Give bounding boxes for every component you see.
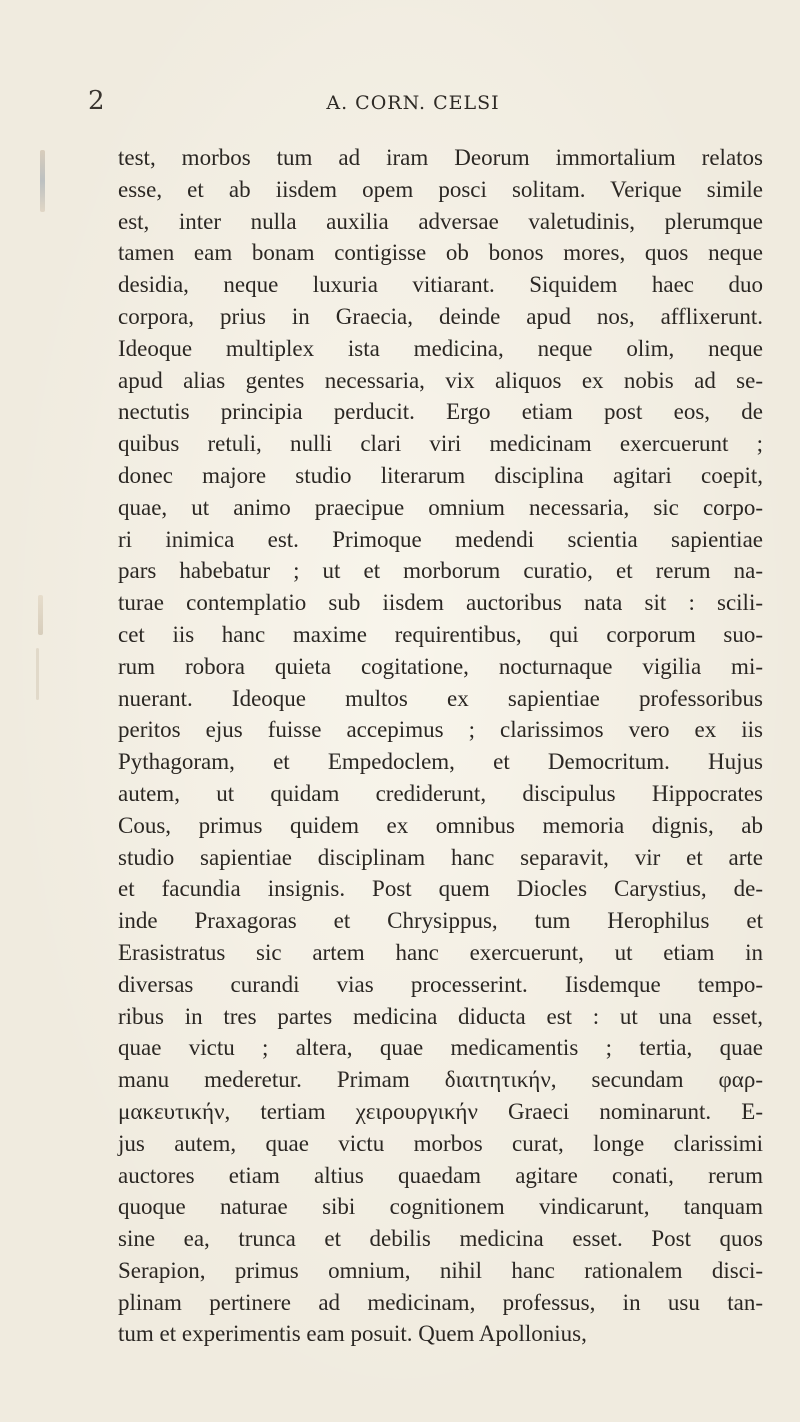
text-line: cet iis hanc maxime requirentibus, qui corporum suo-: [118, 621, 763, 647]
text-line: test, morbos tum ad iram Deorum immortalium relatos: [118, 145, 763, 170]
text-line: autem, ut quidam crediderunt, discipulus Hippocrates: [118, 780, 763, 806]
text-line: nuerant. Ideoque multos ex sapientiae professoribus: [118, 685, 763, 711]
text-line: est, inter nulla auxilia adversae valetudinis, plerumque: [118, 208, 763, 234]
text-line: quae, ut animo praecipue omnium necessaria, sic corpo-: [118, 494, 763, 520]
text-line: corpora, prius in Graecia, deinde apud nos, afflixerunt.: [118, 303, 763, 329]
margin-stain: [36, 648, 39, 700]
text-line: quibus retuli, nulli clari viri medicinam exercuerunt ;: [118, 431, 763, 457]
text-line: apud alias gentes necessaria, vix aliquos ex nobis ad se-: [118, 367, 763, 393]
text-line: diversas curandi vias processerint. Iisdemque tempo-: [118, 971, 763, 997]
text-line: quae victu ; altera, quae medicamentis ; tertia, quae: [118, 1035, 763, 1061]
text-line: tum et experimentis eam posuit. Quem Apollonius,: [118, 1321, 587, 1347]
text-line: plinam pertinere ad medicinam, professus, in usu tan-: [118, 1289, 763, 1315]
text-line: manu mederetur. Primam διαιτητικήν, secundam φαρ-: [118, 1067, 763, 1093]
text-line: rum robora quieta cogitatione, nocturnaque vigilia mi-: [118, 653, 763, 679]
text-line: quoque naturae sibi cognitionem vindicarunt, tanquam: [118, 1194, 763, 1220]
text-line: ri inimica est. Primoque medendi scientia sapientiae: [118, 526, 763, 552]
page-header: [88, 86, 738, 126]
text-line: pars habebatur ; ut et morborum curatio, et rerum na-: [118, 558, 763, 584]
text-line: Ideoque multiplex ista medicina, neque olim, neque: [118, 335, 763, 361]
text-line: et facundia insignis. Post quem Diocles Carystius, de-: [118, 876, 763, 902]
text-line: donec majore studio literarum disciplina agitari coepit,: [118, 462, 763, 488]
text-line: inde Praxagoras et Chrysippus, tum Herophilus et: [118, 908, 763, 934]
text-line: peritos ejus fuisse accepimus ; clarissimos vero ex iis: [118, 717, 763, 743]
page-number: 2: [88, 86, 106, 116]
text-line: Erasistratus sic artem hanc exercuerunt, ut etiam in: [118, 939, 763, 965]
text-line: turae contemplatio sub iisdem auctoribus nata sit : scili-: [118, 590, 763, 616]
text-line: esse, et ab iisdem opem posci solitam. Verique simile: [118, 176, 763, 202]
text-line: sine ea, trunca et debilis medicina esset. Post quos: [118, 1226, 763, 1252]
body-text: [118, 142, 763, 1350]
text-line: Serapion, primus omnium, nihil hanc rationalem disci-: [118, 1257, 763, 1283]
margin-stain: [40, 150, 45, 212]
text-line: Pythagoram, et Empedoclem, et Democritum. Hujus: [118, 749, 763, 775]
text-line: desidia, neque luxuria vitiarant. Siquidem haec duo: [118, 272, 763, 298]
text-line: Cous, primus quidem ex omnibus memoria dignis, ab: [118, 812, 763, 838]
text-line: auctores etiam altius quaedam agitare conati, rerum: [118, 1162, 763, 1188]
text-line: nectutis principia perducit. Ergo etiam post eos, de: [118, 399, 763, 425]
text-line: studio sapientiae disciplinam hanc separavit, vir et arte: [118, 844, 763, 870]
text-line: ribus in tres partes medicina diducta est : ut una esset,: [118, 1003, 763, 1029]
running-head: A. CORN. CELSI: [326, 92, 500, 114]
text-line: μακευτικήν, tertiam χειρουργικήν Graeci nominarunt. E-: [118, 1098, 763, 1124]
text-line: tamen eam bonam contigisse ob bonos mores, quos neque: [118, 240, 763, 266]
text-line: jus autem, quae victu morbos curat, longe clarissimi: [118, 1130, 763, 1156]
margin-stain: [38, 595, 43, 635]
